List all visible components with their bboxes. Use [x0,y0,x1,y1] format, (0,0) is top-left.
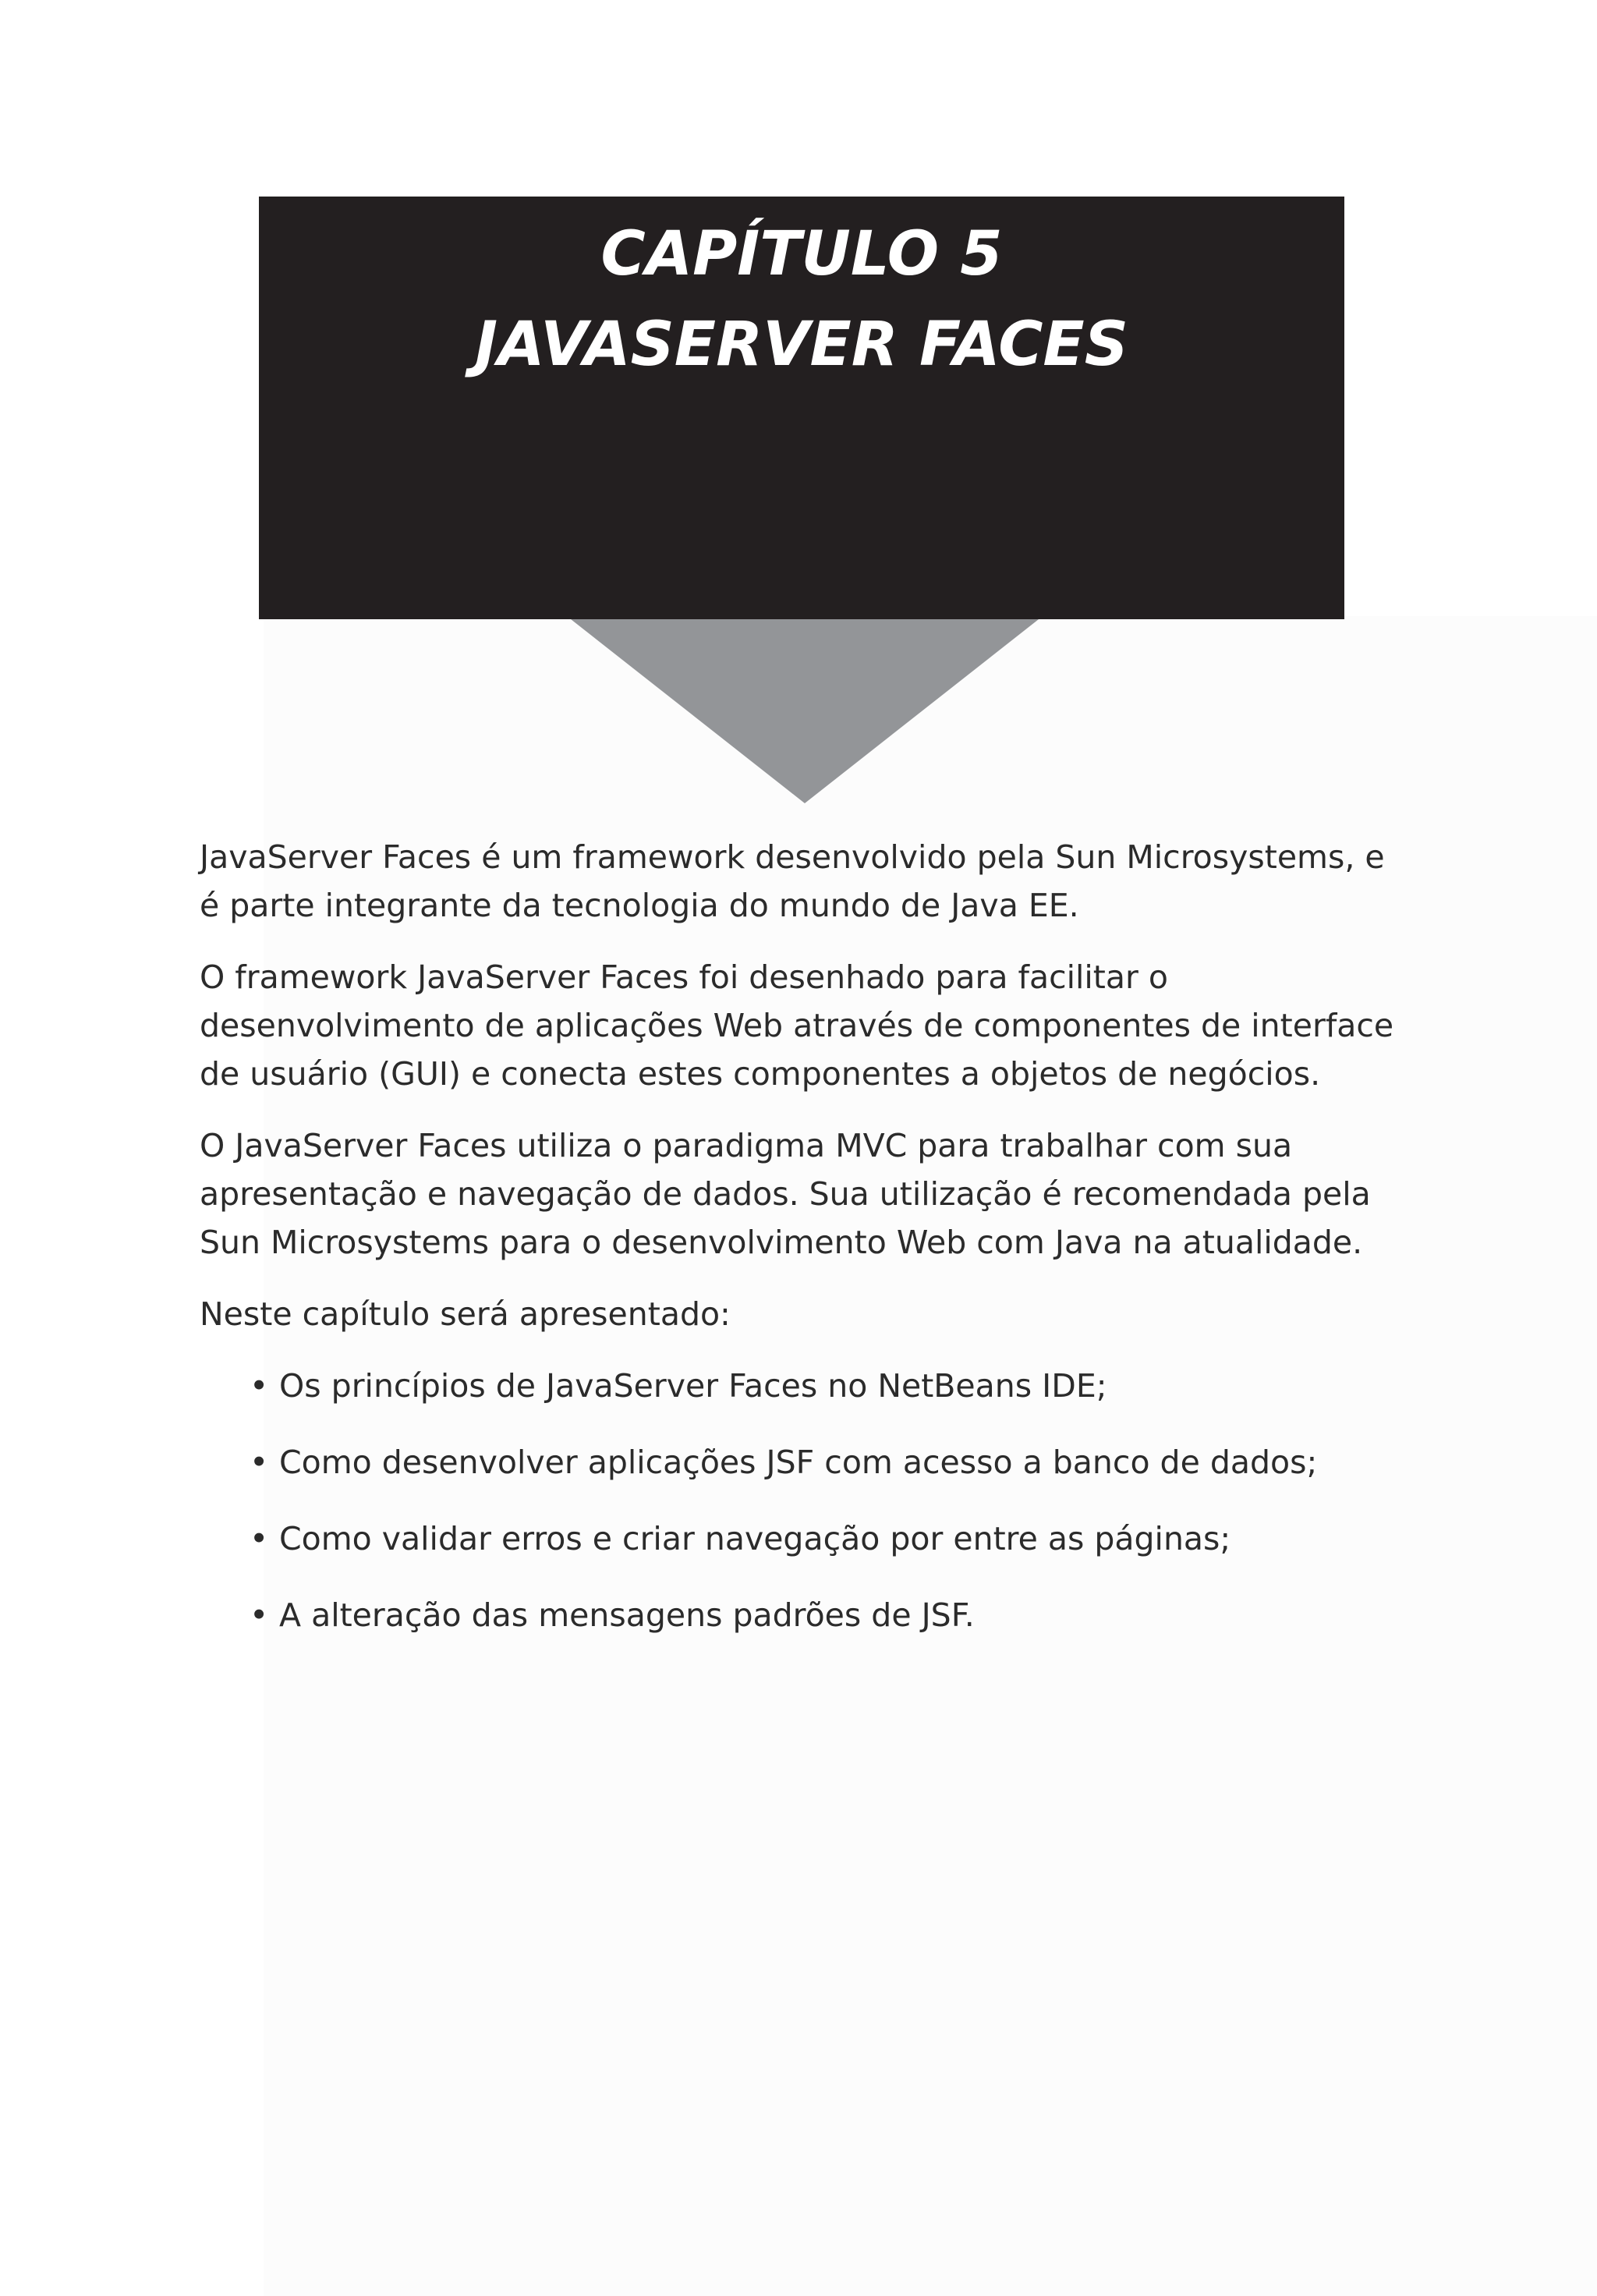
topics-list [200,1362,1397,1639]
list-item-text: Os princípios de JavaServer Faces no NetBeans IDE; [279,1367,1107,1405]
bullet-icon: • [250,1367,269,1405]
chevron-down-icon [571,619,1039,803]
bullet-icon: • [250,1444,269,1481]
paragraph-mvc: O JavaServer Faces utiliza o paradigma MVC para trabalhar com sua apresentação e navegação de dados. Sua utilização é recomendada pela Sun Microsystems para o desenvolvimento Web com Java na atualidade. [200,1127,1371,1261]
chapter-intro [200,833,1397,1667]
list-item-text: Como validar erros e criar navegação por entre as páginas; [279,1520,1231,1557]
chapter-number: CAPÍTULO 5 [600,219,1003,289]
list-item [200,1591,1397,1639]
list-item [200,1362,1397,1410]
chapter-title [259,209,1344,390]
paragraph-framework: O framework JavaServer Faces foi desenhado para facilitar o desenvolvimento de aplicações Web através de componentes de interface de usuário (GUI) e conecta estes componentes a objetos de negócios. [200,958,1394,1093]
list-item [200,1438,1397,1486]
bullet-icon: • [250,1520,269,1557]
paragraph-intro: JavaServer Faces é um framework desenvolvido pela Sun Microsystems, e é parte integrante da tecnologia do mundo de Java EE. [200,838,1385,924]
list-item-text: Como desenvolver aplicações JSF com acesso a banco de dados; [279,1444,1318,1481]
chevron-shape [571,619,1039,803]
paragraph-list-intro: Neste capítulo será apresentado: [200,1295,731,1333]
list-item [200,1515,1397,1563]
bullet-icon: • [250,1596,269,1634]
list-item-text: A alteração das mensagens padrões de JSF. [279,1596,975,1634]
chapter-name: JAVASERVER FACES [475,310,1128,380]
